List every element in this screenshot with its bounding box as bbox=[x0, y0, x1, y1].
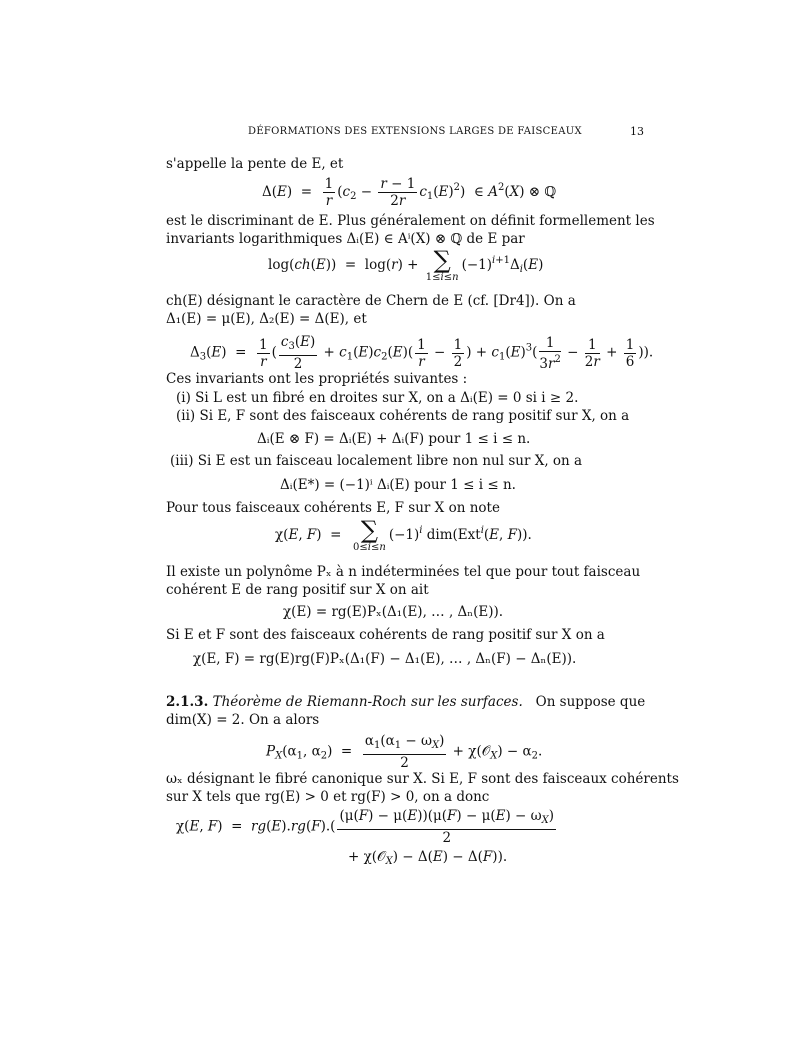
section-heading bbox=[166, 693, 645, 711]
section-number: 2.1.3. bbox=[166, 694, 209, 710]
equation-chi-ef: χ(E, F) = rg(E)rg(F)Pₓ(Δ₁(F) − Δ₁(E), … , Δₙ(F) − Δₙ(E)). bbox=[193, 651, 577, 667]
section-text: On suppose que bbox=[535, 694, 646, 710]
equation-delta3: $\Delta_3(E)$ = $\frac{1}{r}$ ( $\frac{c_3(E)}{2}$ + $c_1(E)c_2(E)$( $\frac{1}{r}$ − $\frac{1}{2}$ ) + $c_1(E)^3$( $\frac{1}{3r^2}$ − $\frac{1}{2r}$ + $\frac{1}{6}$ )). bbox=[190, 334, 654, 372]
paragraph-line: invariants logarithmiques Δᵢ(E) ∈ Aⁱ(X) ⊗ ℚ de E par bbox=[166, 231, 525, 247]
equation-riemann-roch-pair: χ(E, F) = rg(E).rg(F).( $\frac{(\mu(F) - \mu(E))(\mu(F) - \mu(E) - \omega_X)}{2}$ bbox=[176, 808, 555, 846]
section-title: Théorème de Riemann-Roch sur les surfaces. bbox=[212, 694, 523, 710]
list-item: (i) Si L est un fibré en droites sur X, on a Δᵢ(E) = 0 si i ≥ 2. bbox=[176, 390, 579, 406]
equation-discriminant: Δ(E) = $\frac{1}{r}$ ($c_2$ − $\frac{r - 1}{2r}$ $c_1(E)^2$) ∈ $A^2(X)$ ⊗ ℚ bbox=[262, 176, 557, 209]
equation-chi-e: χ(E) = rg(E)Pₓ(Δ₁(E), … , Δₙ(E)). bbox=[283, 604, 504, 620]
page-number: 13 bbox=[630, 125, 644, 138]
paragraph-line: Il existe un polynôme Pₓ à n indéterminées tel que pour tout faisceau bbox=[166, 564, 641, 580]
paragraph-line: Si E et F sont des faisceaux cohérents de rang positif sur X on a bbox=[166, 627, 605, 643]
list-item: (ii) Si E, F sont des faisceaux cohérents de rang positif sur X, on a bbox=[176, 408, 630, 424]
running-title: DÉFORMATIONS DES EXTENSIONS LARGES DE FAISCEAUX bbox=[248, 126, 582, 137]
equation-riemann-roch-pair-cont: + χ(𝒪$_X$) − Δ(E) − Δ(F)). bbox=[348, 849, 508, 867]
paragraph-line: ωₓ désignant le fibré canonique sur X. Si E, F sont des faisceaux cohérents bbox=[166, 771, 679, 787]
list-item: (iii) Si E est un faisceau localement libre non nul sur X, on a bbox=[170, 453, 583, 469]
equation-riemann-roch-poly: $P_X(\alpha_1$, $\alpha_2$) = $\frac{\alpha_1(\alpha_1 - \omega_X)}{2}$ + χ(𝒪$_X$) − $\alpha_2$. bbox=[266, 733, 543, 771]
paragraph-line: sur X tels que rg(E) > 0 et rg(F) > 0, on a donc bbox=[166, 789, 490, 805]
paragraph-line: est le discriminant de E. Plus généralement on définit formellement les bbox=[166, 213, 655, 229]
equation-dual: Δᵢ(E*) = (−1)ⁱ Δᵢ(E) pour 1 ≤ i ≤ n. bbox=[280, 477, 516, 493]
equation-euler-pair: χ(E, F) = ∑ 0≤i≤n $(-1)^i$ dim(Ext$^i$(E, F)). bbox=[275, 516, 532, 553]
equation-log-chern: log(ch(E)) = log(r) + ∑ 1≤i≤n $(-1)^{i+1}\Delta_i(E)$ bbox=[268, 246, 544, 283]
paragraph-line: cohérent E de rang positif sur X on ait bbox=[166, 582, 429, 598]
paragraph-line: Δ₁(E) = μ(E), Δ₂(E) = Δ(E), et bbox=[166, 311, 367, 327]
paragraph-line: dim(X) = 2. On a alors bbox=[166, 712, 320, 728]
paragraph-line: Pour tous faisceaux cohérents E, F sur X on note bbox=[166, 500, 500, 516]
paragraph-line: ch(E) désignant le caractère de Chern de E (cf. [Dr4]). On a bbox=[166, 293, 576, 309]
paragraph-line: s'appelle la pente de E, et bbox=[166, 156, 344, 172]
equation-tensor: Δᵢ(E ⊗ F) = Δᵢ(E) + Δᵢ(F) pour 1 ≤ i ≤ n. bbox=[257, 431, 531, 447]
paragraph-line: Ces invariants ont les propriétés suivantes : bbox=[166, 371, 468, 387]
